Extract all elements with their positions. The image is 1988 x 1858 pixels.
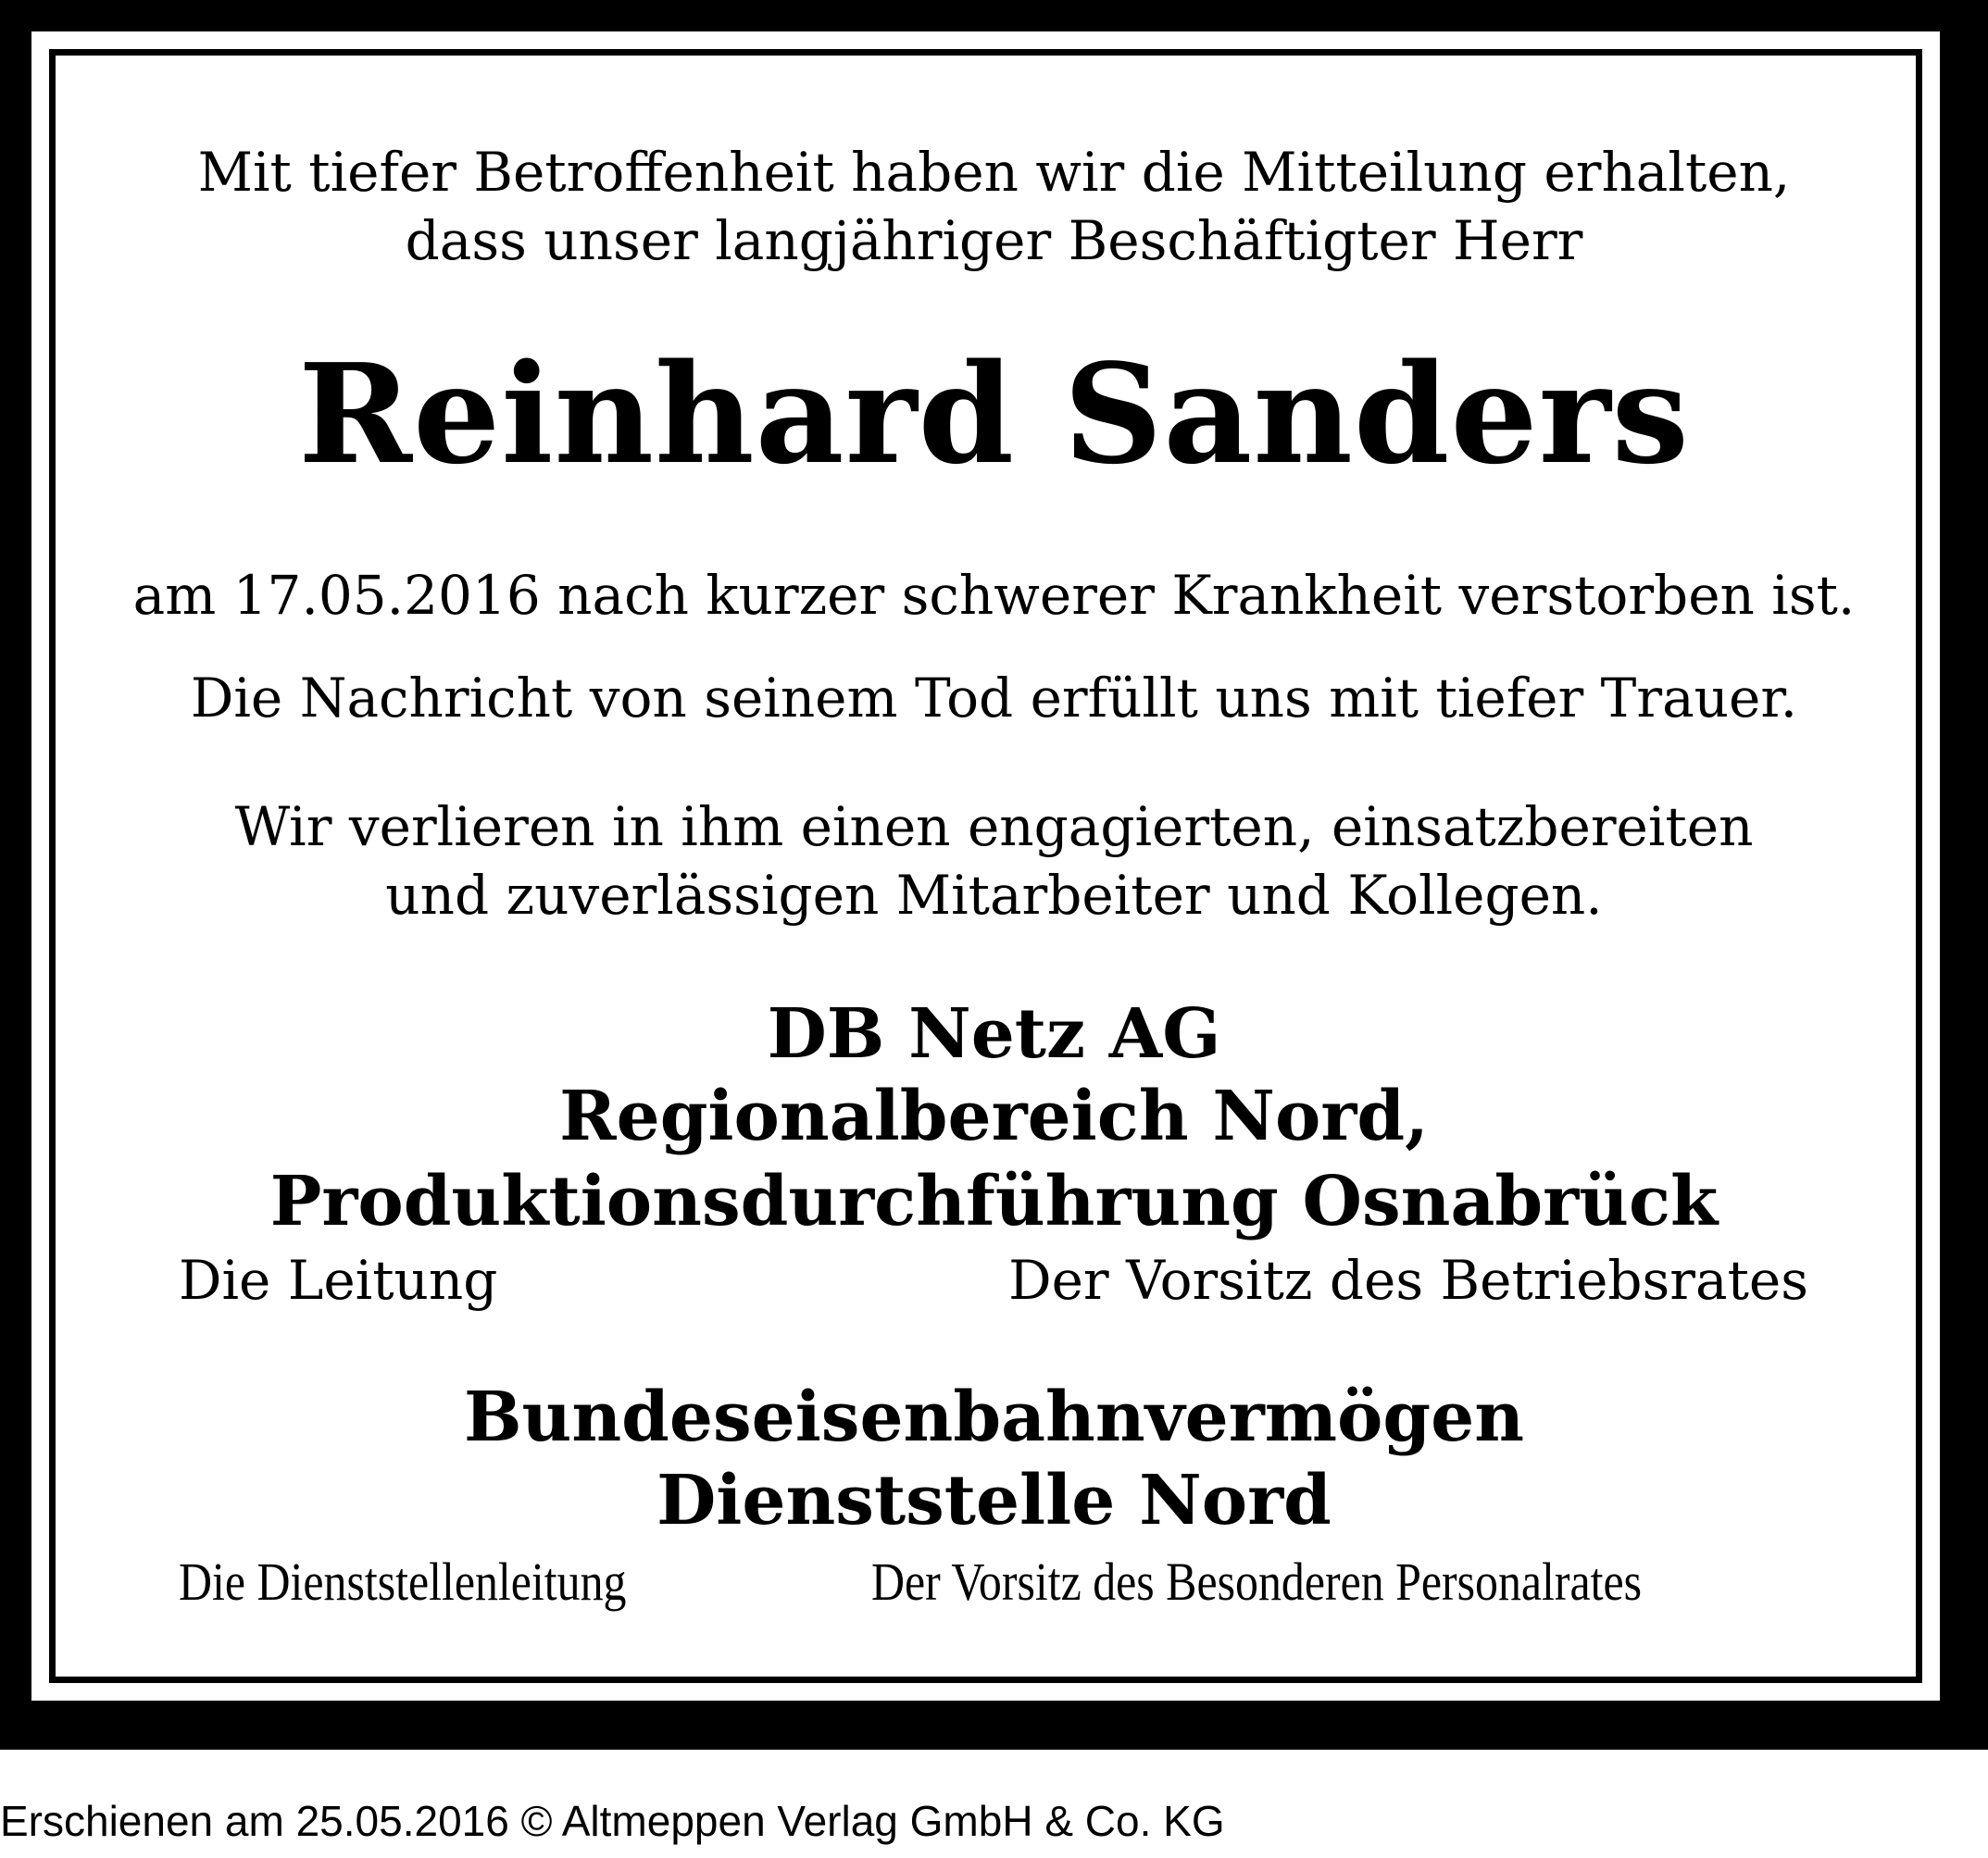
- org1-signature-right: Der Vorsitz des Betriebsrates: [1008, 1249, 1808, 1312]
- org1-signature-left: Die Leitung: [179, 1249, 498, 1312]
- tribute-line-2: und zuverlässigen Mitarbeiter und Kollegen.: [385, 864, 1603, 927]
- publication-footer: Erschienen am 25.05.2016 © Altmeppen Verlag GmbH & Co. KG: [0, 1797, 1225, 1845]
- deceased-name: Reinhard Sanders: [298, 333, 1690, 494]
- org2-signature-right: Der Vorsitz des Besonderen Personalrates: [871, 1552, 1643, 1612]
- org2-name: Bundeseisenbahnvermögen: [463, 1378, 1524, 1457]
- intro-line-1: Mit tiefer Betroffenheit haben wir die Mitteilung erhalten,: [197, 141, 1791, 204]
- org1-region: Regionalbereich Nord,: [559, 1077, 1429, 1156]
- tribute-line-1: Wir verlieren in ihm einen engagierten, einsatzbereiten: [234, 795, 1754, 858]
- org2-signature-left: Die Dienststellenleitung: [179, 1552, 627, 1612]
- org2-office: Dienststelle Nord: [656, 1461, 1332, 1540]
- org1-unit: Produktionsdurchführung Osnabrück: [269, 1162, 1719, 1241]
- death-date-line: am 17.05.2016 nach kurzer schwerer Krankheit verstorben ist.: [132, 564, 1856, 627]
- intro-line-2: dass unser langjähriger Beschäftigter Herr: [405, 209, 1583, 272]
- grief-line: Die Nachricht von seinem Tod erfüllt uns mit tiefer Trauer.: [190, 667, 1798, 729]
- org1-name: DB Netz AG: [767, 994, 1221, 1074]
